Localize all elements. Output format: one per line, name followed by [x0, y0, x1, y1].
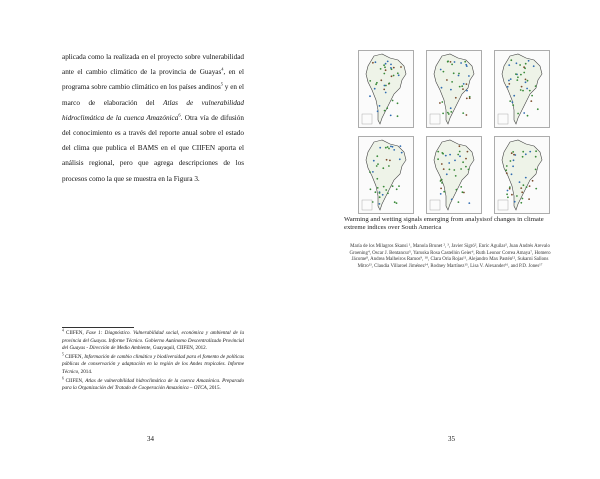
map-panel: [426, 50, 482, 128]
paragraph-text: . Otra vía de difusión del conocimiento es a través del reporte anual sobre el estado del clima que publica el BAMS en el que CIIFEN aporta el análisis regional, pero que agrega descripciones de los procesos como la que se muestra en la Figura 3.: [62, 113, 244, 183]
south-america-map-icon: [426, 136, 482, 214]
right-page: [300, 0, 600, 479]
map-panel: [494, 136, 550, 214]
map-panel: [358, 136, 414, 214]
figure-title: Warming and wetting signals emerging from analysisof changes in climate extreme indices over South America: [344, 216, 544, 232]
paragraph-text: , en el programa sobre cambio climático en los países andinos: [62, 68, 244, 92]
south-america-map-icon: [358, 136, 414, 214]
footnote-ref[interactable]: 5: [220, 82, 223, 88]
footnote: $^5$ CIIFEN, Información de cambio climático y biodiversidad para el fomento de políticas públicas de conservación y adaptación en la región de los Andes tropicales. Informe Técnico, 2014.: [62, 352, 245, 375]
footnote-ref[interactable]: 4: [221, 66, 224, 72]
figure-authors: María de los Milagros Skansi ¹, Manola Brunet ², ³, Javier Sigró², Enric Aguilar², Juan Andrés Arevalo Groening⁴, Oscar J. Bentancur⁵, Yaruska Rosa Castellón Geier⁶, Ruth Leonor Correa Amaya⁷, Homero Jácome⁸, Andrea Malheiros Ramos⁹, ¹⁰, Clara Oria Rojas¹¹, Alejandro Max Pastén¹², Sukarni Sallons Mitro¹³, Claudia Villaroel Jiménez¹⁴, Rodney Martínez¹⁵, Lisa V. Alexander¹⁶, and P.D. Jones¹⁷: [349, 244, 551, 269]
body-paragraph: [62, 50, 244, 187]
footnote: $^4$ CIIFEN, Fase 1: Diagnóstico. Vulnerabilidad social, económica y ambiental de la provincia del Guayas. Informe Técnico. Gobierno Autónomo Descentralizado Provincial del Guayas - Dirección de Medio Ambiente, Guayaquil, CIIFEN, 2012.: [62, 328, 245, 352]
page-number: 34: [147, 435, 154, 443]
page-number: 35: [448, 435, 455, 443]
map-panel: [494, 50, 550, 128]
south-america-map-icon: [494, 136, 550, 214]
map-grid: [340, 42, 560, 212]
atlas-title: Atlas de vulnerabilidad hidroclimática de la cuenca Amazónica: [62, 98, 244, 122]
paragraph-text: y en el marco de elaboración del: [62, 83, 244, 107]
south-america-map-icon: [494, 50, 550, 128]
figure: [340, 42, 560, 297]
map-panel: [358, 50, 414, 128]
footnote-ref[interactable]: 6: [178, 112, 181, 118]
footnote: $^6$ CIIFEN, Atlas de vulnerabilidad hidroclimática de la cuenca Amazónica. Preparado para la Organización del Tratado de Cooperación Amazónica – OTCA, 2015.: [62, 375, 245, 392]
south-america-map-icon: [426, 50, 482, 128]
footnote-divider: [62, 327, 134, 328]
map-panel: [426, 136, 482, 214]
south-america-map-icon: [358, 50, 414, 128]
paragraph-text: aplicada como la realizada en el proyecto sobre vulnerabilidad ante el cambio climático de la provincia de Guayas: [62, 53, 244, 77]
footnotes: [62, 330, 244, 394]
